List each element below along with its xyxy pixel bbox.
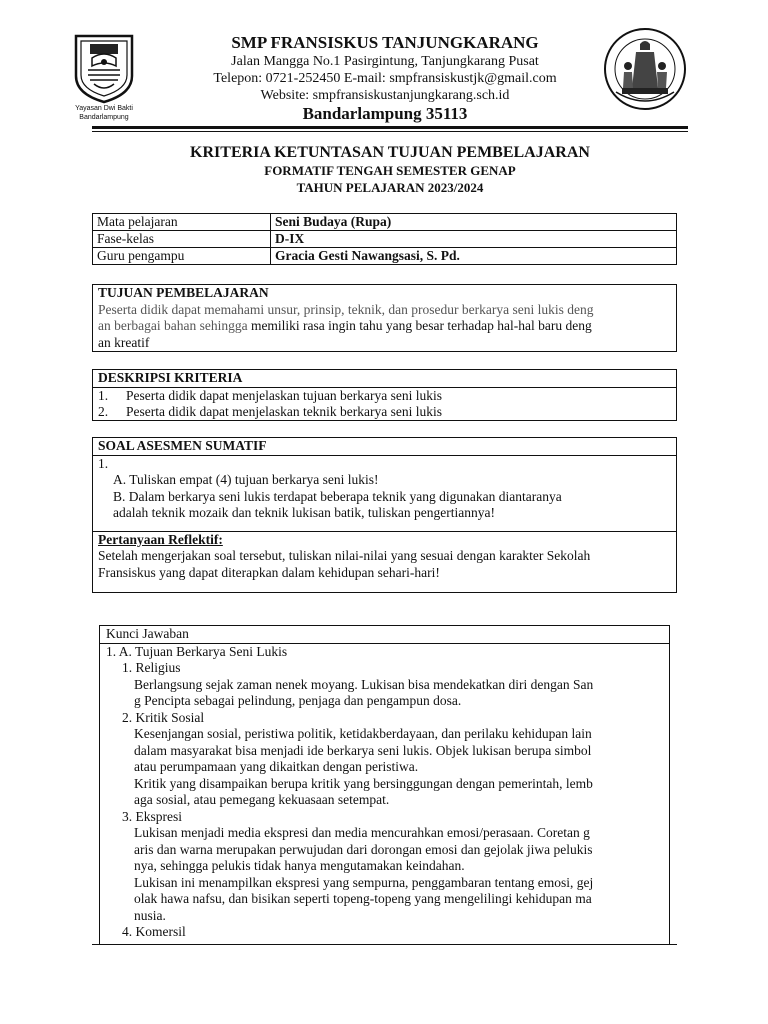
document-subtitle-semester: FORMATIF TENGAH SEMESTER GENAP (264, 163, 516, 178)
objective-line-grey: an berbagai bahan sehingga (98, 318, 251, 333)
answer-line: nusia. (134, 907, 166, 923)
question-number: 1. (98, 455, 109, 471)
school-website: Website: smpfransiskustanjungkarang.sch.id (260, 88, 510, 103)
foundation-crest-icon (72, 32, 136, 104)
objective-line (98, 318, 671, 335)
table-row (93, 248, 677, 265)
criteria-list (93, 388, 676, 421)
reflective-line2: Fransiskus yang dapat diterapkan dalam kehidupan sehari-hari! (98, 564, 440, 580)
answer-line: 4. Komersil (122, 924, 186, 939)
answer-line: atau perumpamaan yang dikaitkan dengan peristiwa. (134, 759, 419, 774)
answer-line: Berlangsung sejak zaman nenek moyang. Lukisan bisa mendekatkan diri dengan San (134, 676, 594, 692)
question-b-line2: adalah teknik mozaik dan teknik lukisan batik, tuliskan pengertiannya! (113, 505, 496, 520)
foundation-name: Yayasan Dwi Bakti (75, 105, 133, 112)
subject-info-table (92, 213, 677, 265)
school-city: Bandarlampung 35113 (302, 104, 468, 123)
answer-key-body (100, 644, 669, 941)
answer-line: 1. Religius (122, 660, 181, 675)
learning-objective-heading: TUJUAN PEMBELAJARAN (98, 285, 269, 300)
objective-line: an kreatif (98, 334, 150, 350)
header-divider-thin (92, 131, 688, 132)
answer-line: olak hawa nafsu, dan bisikan seperti topeng-topeng yang mengelilingi kehidupan ma (134, 891, 592, 906)
answer-line: 3. Ekspresi (122, 808, 182, 824)
answer-line: aga sosial, atau pemegang kekuasaan setempat. (134, 792, 390, 807)
answer-line: g Pencipta sebagai pelindung, penjaga dan pengampun dosa. (134, 693, 462, 708)
class-value: D-IX (271, 231, 677, 248)
reflective-section (93, 531, 676, 582)
subject-label: Mata pelajaran (93, 214, 271, 231)
objective-line-rest: memiliki rasa ingin tahu yang besar terhadap hal-hal baru deng (250, 318, 592, 333)
subject-value: Seni Budaya (Rupa) (271, 214, 677, 231)
page-bottom-rule (92, 944, 677, 945)
school-contact: Telepon: 0721-252450 E-mail: smpfransiskustjk@gmail.com (213, 71, 557, 86)
reflective-heading: Pertanyaan Reflektif: (98, 531, 223, 547)
objective-line: Peserta didik dapat memahami unsur, prinsip, teknik, dan prosedur berkarya seni lukis deng (98, 301, 594, 317)
class-label: Fase-kelas (93, 231, 271, 248)
criteria-box (92, 369, 677, 421)
question-b-line1: B. Dalam berkarya seni lukis terdapat beberapa teknik yang digunakan diantaranya (113, 488, 562, 504)
school-address: Jalan Mangga No.1 Pasirgintung, Tanjungkarang Pusat (231, 54, 539, 69)
answer-key-box (99, 625, 670, 945)
answer-line: 2. Kritik Sosial (122, 709, 205, 725)
criteria-number: 2. (98, 404, 109, 419)
answer-line: aris dan warna merupakan perwujudan dari dorongan emosi dan gejolak jiwa pelukis (134, 841, 593, 857)
foundation-caption (62, 104, 146, 122)
answer-line: Lukisan ini menampilkan ekspresi yang sempurna, penggambaran tentang emosi, gej (134, 874, 594, 890)
answer-key-intro: 1. A. Tujuan Berkarya Seni Lukis (106, 643, 288, 659)
learning-objective-box (92, 284, 677, 352)
table-row (93, 214, 677, 231)
answer-line: dalam masyarakat bisa menjadi ide berkarya seni lukis. Objek lukisan berupa simbol (134, 742, 592, 758)
assessment-box (92, 437, 677, 593)
answer-line: Kritik yang disampaikan berupa kritik yang bersinggungan dengan pemerintah, lemb (134, 775, 593, 791)
criteria-number: 1. (98, 387, 109, 403)
school-name: SMP FRANSISKUS TANJUNGKARANG (231, 33, 539, 52)
criteria-text: Peserta didik dapat menjelaskan teknik berkarya seni lukis (126, 404, 443, 419)
document-title: KRITERIA KETUNTASAN TUJUAN PEMBELAJARAN (190, 144, 590, 161)
document-subtitle-year: TAHUN PELAJARAN 2023/2024 (296, 180, 484, 195)
answer-key-heading: Kunci Jawaban (100, 626, 669, 644)
table-row (93, 231, 677, 248)
list-item (98, 388, 671, 405)
foundation-city: Bandarlampung (79, 114, 129, 121)
header-divider-thick (92, 126, 688, 129)
answer-line: nya, sehingga pelukis tidak hanya mengutamakan keindahan. (134, 858, 465, 873)
assessment-heading: SOAL ASESMEN SUMATIF (93, 438, 676, 456)
teacher-label: Guru pengampu (93, 248, 271, 265)
teacher-value: Gracia Gesti Nawangsasi, S. Pd. (271, 248, 677, 265)
question-a: A. Tuliskan empat (4) tujuan berkarya seni lukis! (113, 472, 379, 487)
answer-line: Lukisan menjadi media ekspresi dan media mencurahkan emosi/perasaan. Coretan g (134, 825, 590, 840)
list-item (98, 404, 671, 421)
criteria-text: Peserta didik dapat menjelaskan tujuan berkarya seni lukis (126, 387, 443, 403)
criteria-heading: DESKRIPSI KRITERIA (93, 370, 676, 388)
reflective-line1: Setelah mengerjakan soal tersebut, tuliskan nilai-nilai yang sesuai dengan karakter Sekolah (98, 548, 591, 563)
answer-line: Kesenjangan sosial, peristiwa politik, ketidakberdayaan, dan perilaku kehidupan lain (134, 726, 592, 741)
learning-objective-text (93, 302, 676, 352)
